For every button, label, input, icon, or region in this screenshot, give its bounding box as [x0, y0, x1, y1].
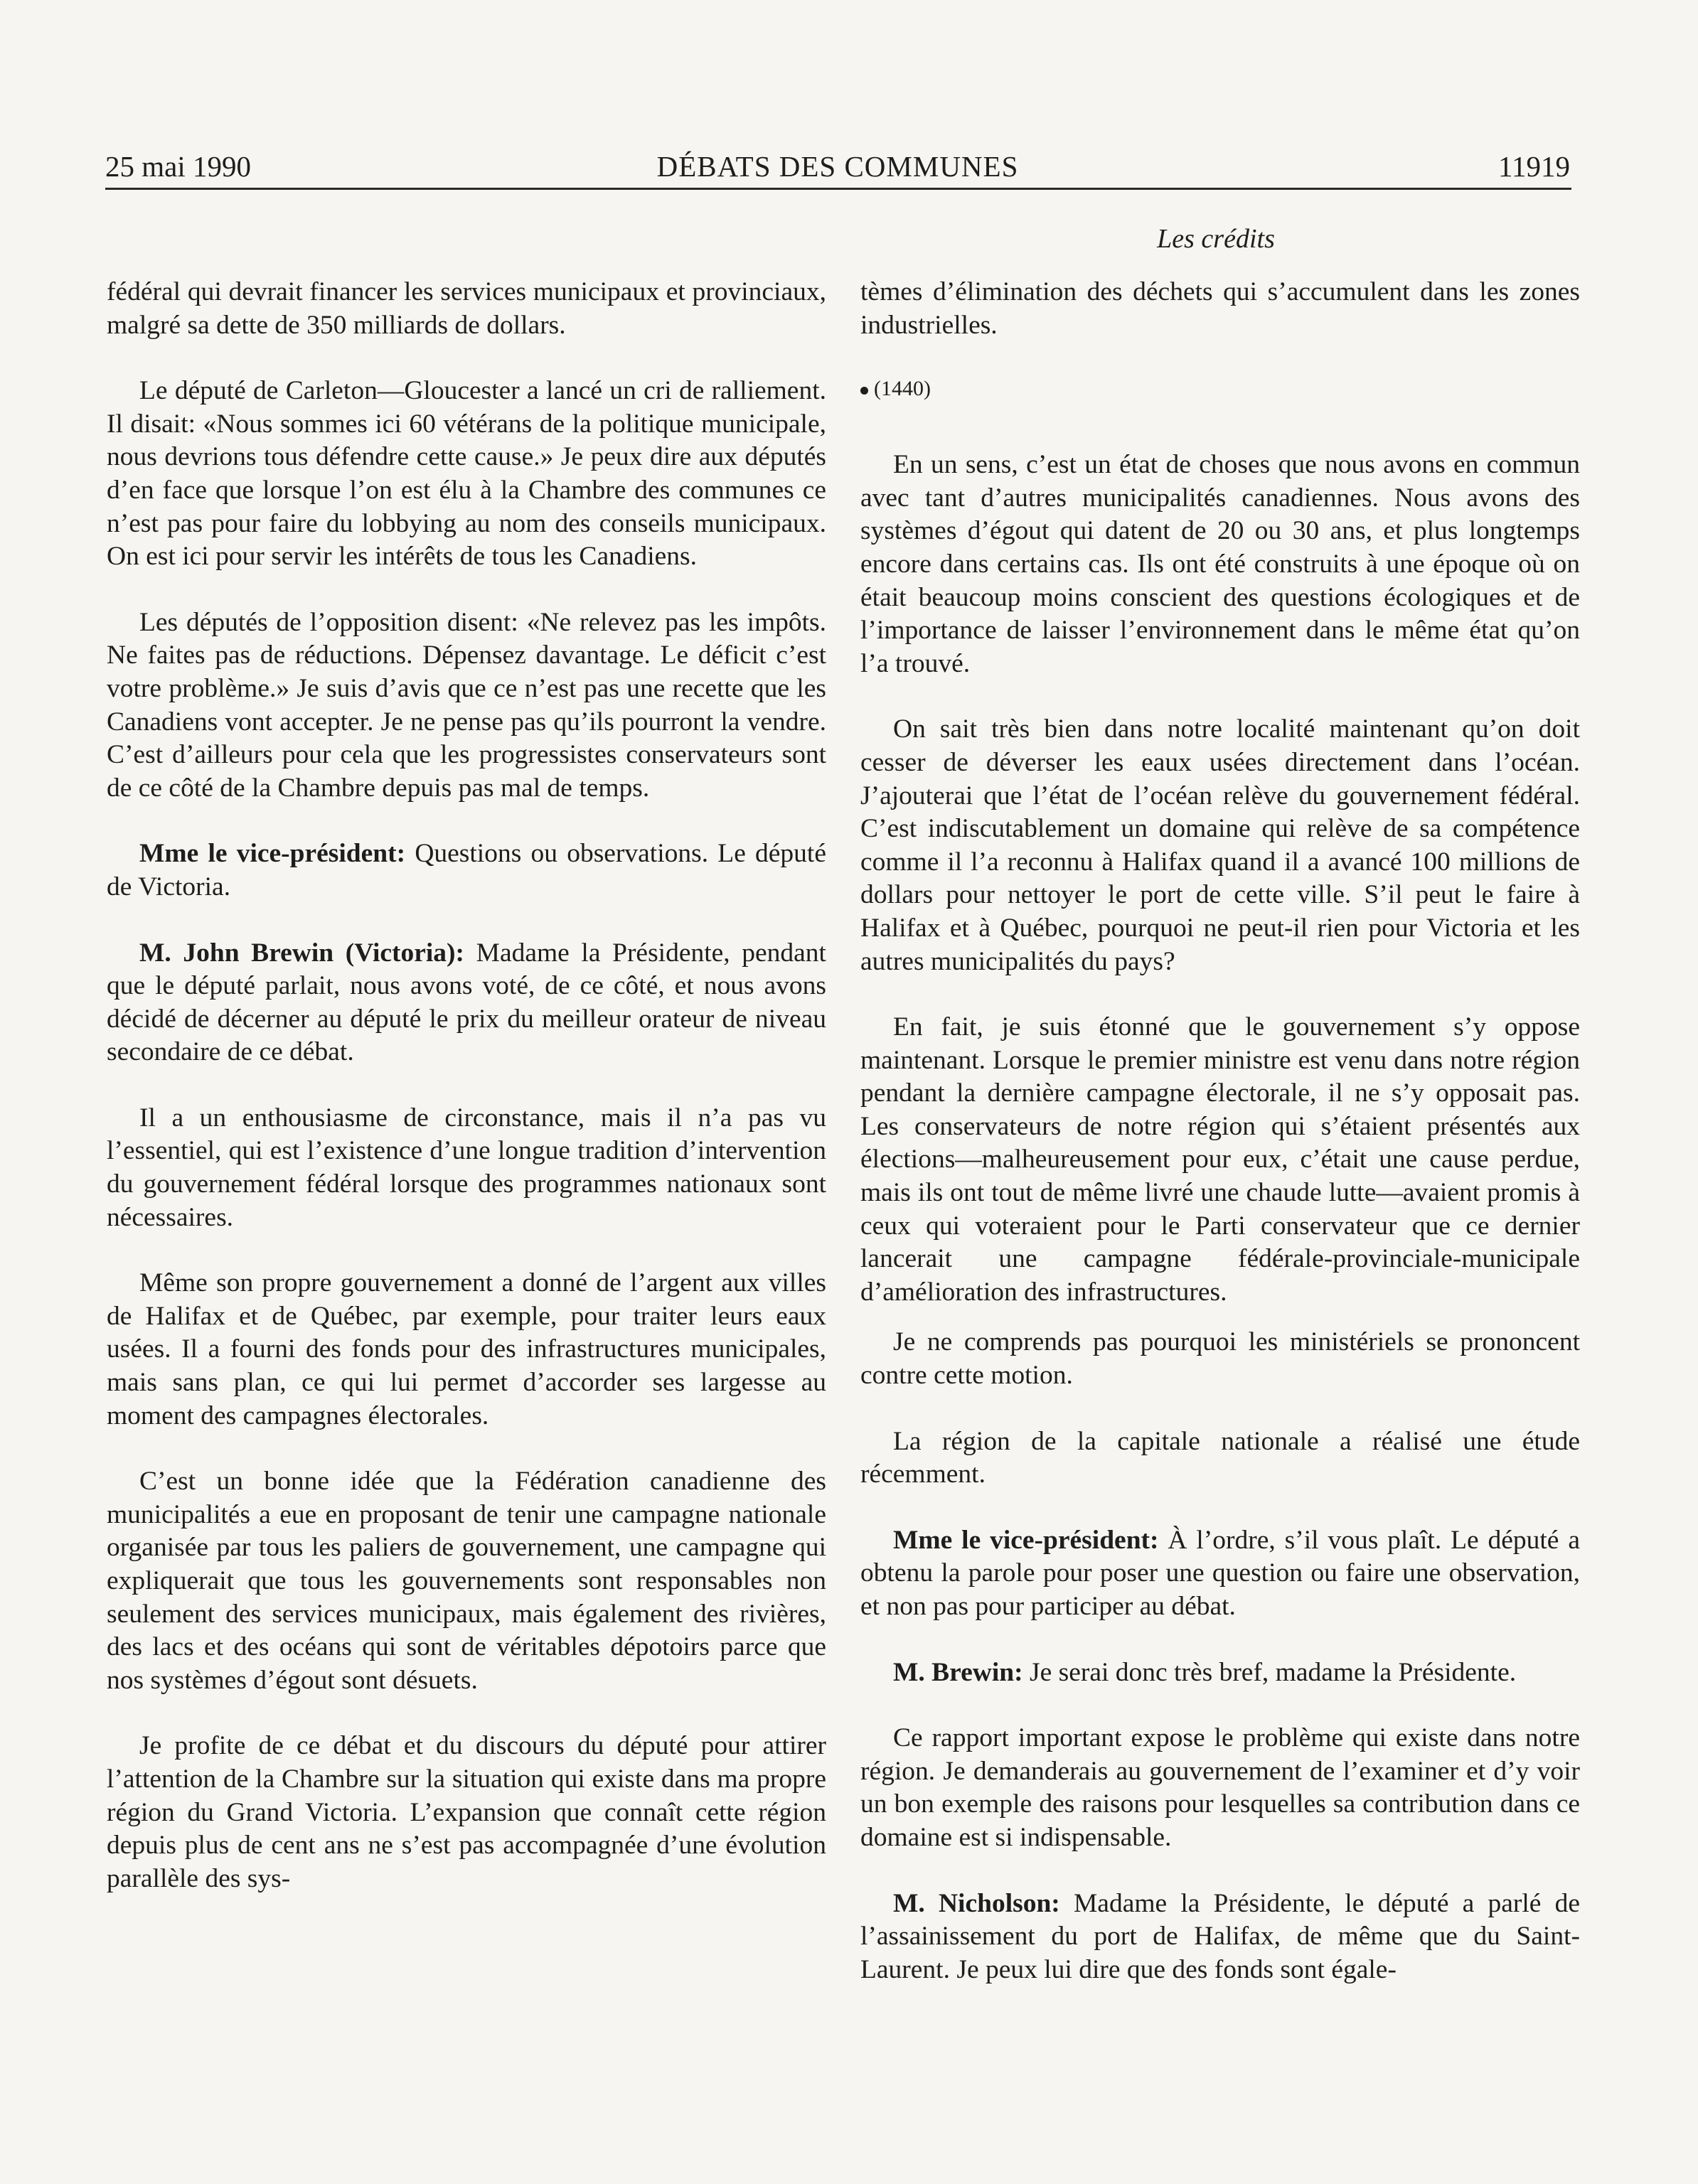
- speaker-name: Mme le vice-président:: [139, 839, 406, 869]
- speech-text: Questions ou observations. Le député de Victoria.: [107, 839, 826, 901]
- paragraph: tèmes d’élimination des déchets qui s’accumulent dans les zones industrielles.: [860, 277, 1580, 340]
- bullet-icon: [860, 387, 868, 395]
- paragraph: C’est un bonne idée que la Fédération canadienne des municipalités a eue en proposant de tenir une campagne nationale organisée par tous les paliers de gouvernement, une campagne qui expliquerait que tous les gouvernements sont responsables non seulement des services municipaux, mais également des rivières, des lacs et des océans qui sont de véritables dépotoirs parce que nos systèmes d’égout sont désuets.: [107, 1467, 826, 1695]
- right-column: [860, 276, 1580, 2019]
- speech-text: Madame la Présidente, pendant que le député parlait, nous avons voté, de ce côté, et nous avons décidé de décerner au député le prix du meilleur orateur de niveau secondaire de ce débat.: [107, 938, 826, 1067]
- speech-paragraph: [107, 937, 826, 1069]
- paragraph: En un sens, c’est un état de choses que nous avons en commun avec tant d’autres municipalités canadiennes. Nous avons des systèmes d’égout qui datent de 20 ou 30 ans, et plus longtemps encore dans certains cas. Ils ont été construits à une époque où on était beaucoup moins conscient des questions écologiques et de l’importance de laisser l’environnement dans le même état qu’on l’a trouvé.: [860, 450, 1580, 678]
- paragraph: Le député de Carleton—Gloucester a lancé un cri de ralliement. Il disait: «Nous sommes ici 60 vétérans de la politique municipale, nous devrions tous défendre cette cause.» Je peux dire aux députés d’en face que lorsque l’on est élu à la Chambre des communes ce n’est pas pour faire du lobbying au nom des conseils municipaux. On est ici pour servir les intérêts de tous les Canadiens.: [107, 376, 826, 572]
- paragraph: Je ne comprends pas pourquoi les ministériels se prononcent contre cette motion.: [860, 1327, 1580, 1391]
- speaker-name: Mme le vice-président:: [893, 1525, 1159, 1555]
- paragraph: Ce rapport important expose le problème qui existe dans notre région. Je demanderais au gouvernement de l’examiner et d’y voir un bon exemple des raisons pour lesquelles sa contribution dans ce domaine est si indispensable.: [860, 1723, 1580, 1852]
- paragraph: Même son propre gouvernement a donné de l’argent aux villes de Halifax et de Québec, par exemple, pour traiter leurs eaux usées. Il a fourni des fonds pour des infrastructures municipales, mais sans plan, ce qui lui permet d’accorder ses largesse au moment des campagnes électorales.: [107, 1268, 826, 1430]
- paragraph: Les députés de l’opposition disent: «Ne relevez pas les impôts. Ne faites pas de réductions. Dépensez davantage. Le déficit c’est votre problème.» Je suis d’avis que ce n’est pas une recette que les Canadiens vont accepter. Je ne pense pas qu’ils pourront la vendre. C’est d’ailleurs pour cela que les progressistes conservateurs sont de ce côté de la Chambre depuis pas mal de temps.: [107, 607, 826, 803]
- paragraph: La région de la capitale nationale a réalisé une étude récemment.: [860, 1426, 1580, 1489]
- speech-paragraph: [860, 1656, 1580, 1690]
- time-marker: [860, 375, 1580, 403]
- speaker-name: M. John Brewin (Victoria):: [139, 938, 465, 968]
- paragraph: On sait très bien dans notre localité maintenant qu’on doit cesser de déverser les eaux usées directement dans l’océan. J’ajouterai que l’état de l’océan relève du gouvernement fédéral. C’est indiscutablement un domaine qui relève de sa compétence comme il l’a reconnu à Halifax quand il a avancé 100 millions de dollars pour nettoyer le port de cette ville. S’il peut le faire à Halifax et à Québec, pourquoi ne peut-il rien pour Victoria et les autres municipalités du pays?: [860, 714, 1580, 976]
- section-title: Les crédits: [1157, 224, 1275, 254]
- header-rule: [105, 188, 1571, 190]
- speech-paragraph: [107, 837, 826, 904]
- speech-text: Madame la Présidente, le député a parlé de l’assainissement du port de Halifax, de même que du Saint-Laurent. Je peux lui dire que des fonds sont égale-: [860, 1888, 1580, 1984]
- speaker-name: M. Nicholson:: [893, 1888, 1060, 1918]
- page-header: [105, 145, 1570, 188]
- speech-paragraph: [860, 1888, 1580, 1987]
- speech-text: Je serai donc très bref, madame la Présidente.: [1022, 1657, 1517, 1687]
- speech-paragraph: [860, 1524, 1580, 1624]
- paragraph: Il a un enthousiasme de circonstance, mais il n’a pas vu l’essentiel, qui est l’existence d’une longue tradition d’intervention du gouvernement fédéral lorsque des programmes nationaux sont nécessaires.: [107, 1103, 826, 1232]
- left-column: [107, 276, 826, 1928]
- header-title: DÉBATS DES COMMUNES: [656, 150, 1019, 183]
- time-marker-text: (1440): [874, 377, 931, 401]
- paragraph: En fait, je suis étonné que le gouvernement s’y oppose maintenant. Lorsque le premier ministre est venu dans notre région pendant la dernière campagne électorale, il ne s’y opposait pas. Les conservateurs de notre région qui s’étaient présentés aux élections—malheureusement pour eux, c’était une cause perdue, mais ils ont tout de même livré une chaude lutte—avaient promis à ceux qui voteraient pour le Parti conservateur que ce dernier lancerait une campagne fédérale-provinciale-municipale d’amélioration des infrastructures.: [860, 1012, 1580, 1307]
- paragraph: Je profite de ce débat et du discours du député pour attirer l’attention de la Chambre sur la situation qui existe dans ma propre région du Grand Victoria. L’expansion que connaît cette région depuis plus de cent ans ne s’est pas accompagnée d’une évolution parallèle des sys-: [107, 1731, 826, 1893]
- speaker-name: M. Brewin:: [893, 1657, 1023, 1687]
- header-date: 25 mai 1990: [105, 150, 251, 183]
- paragraph: fédéral qui devrait financer les services municipaux et provinciaux, malgré sa dette de 350 milliards de dollars.: [107, 277, 826, 340]
- header-page-number: 11919: [1498, 150, 1570, 183]
- speech-text: À l’ordre, s’il vous plaît. Le député a obtenu la parole pour poser une question ou faire une observation, et non pas pour participer au débat.: [860, 1525, 1580, 1621]
